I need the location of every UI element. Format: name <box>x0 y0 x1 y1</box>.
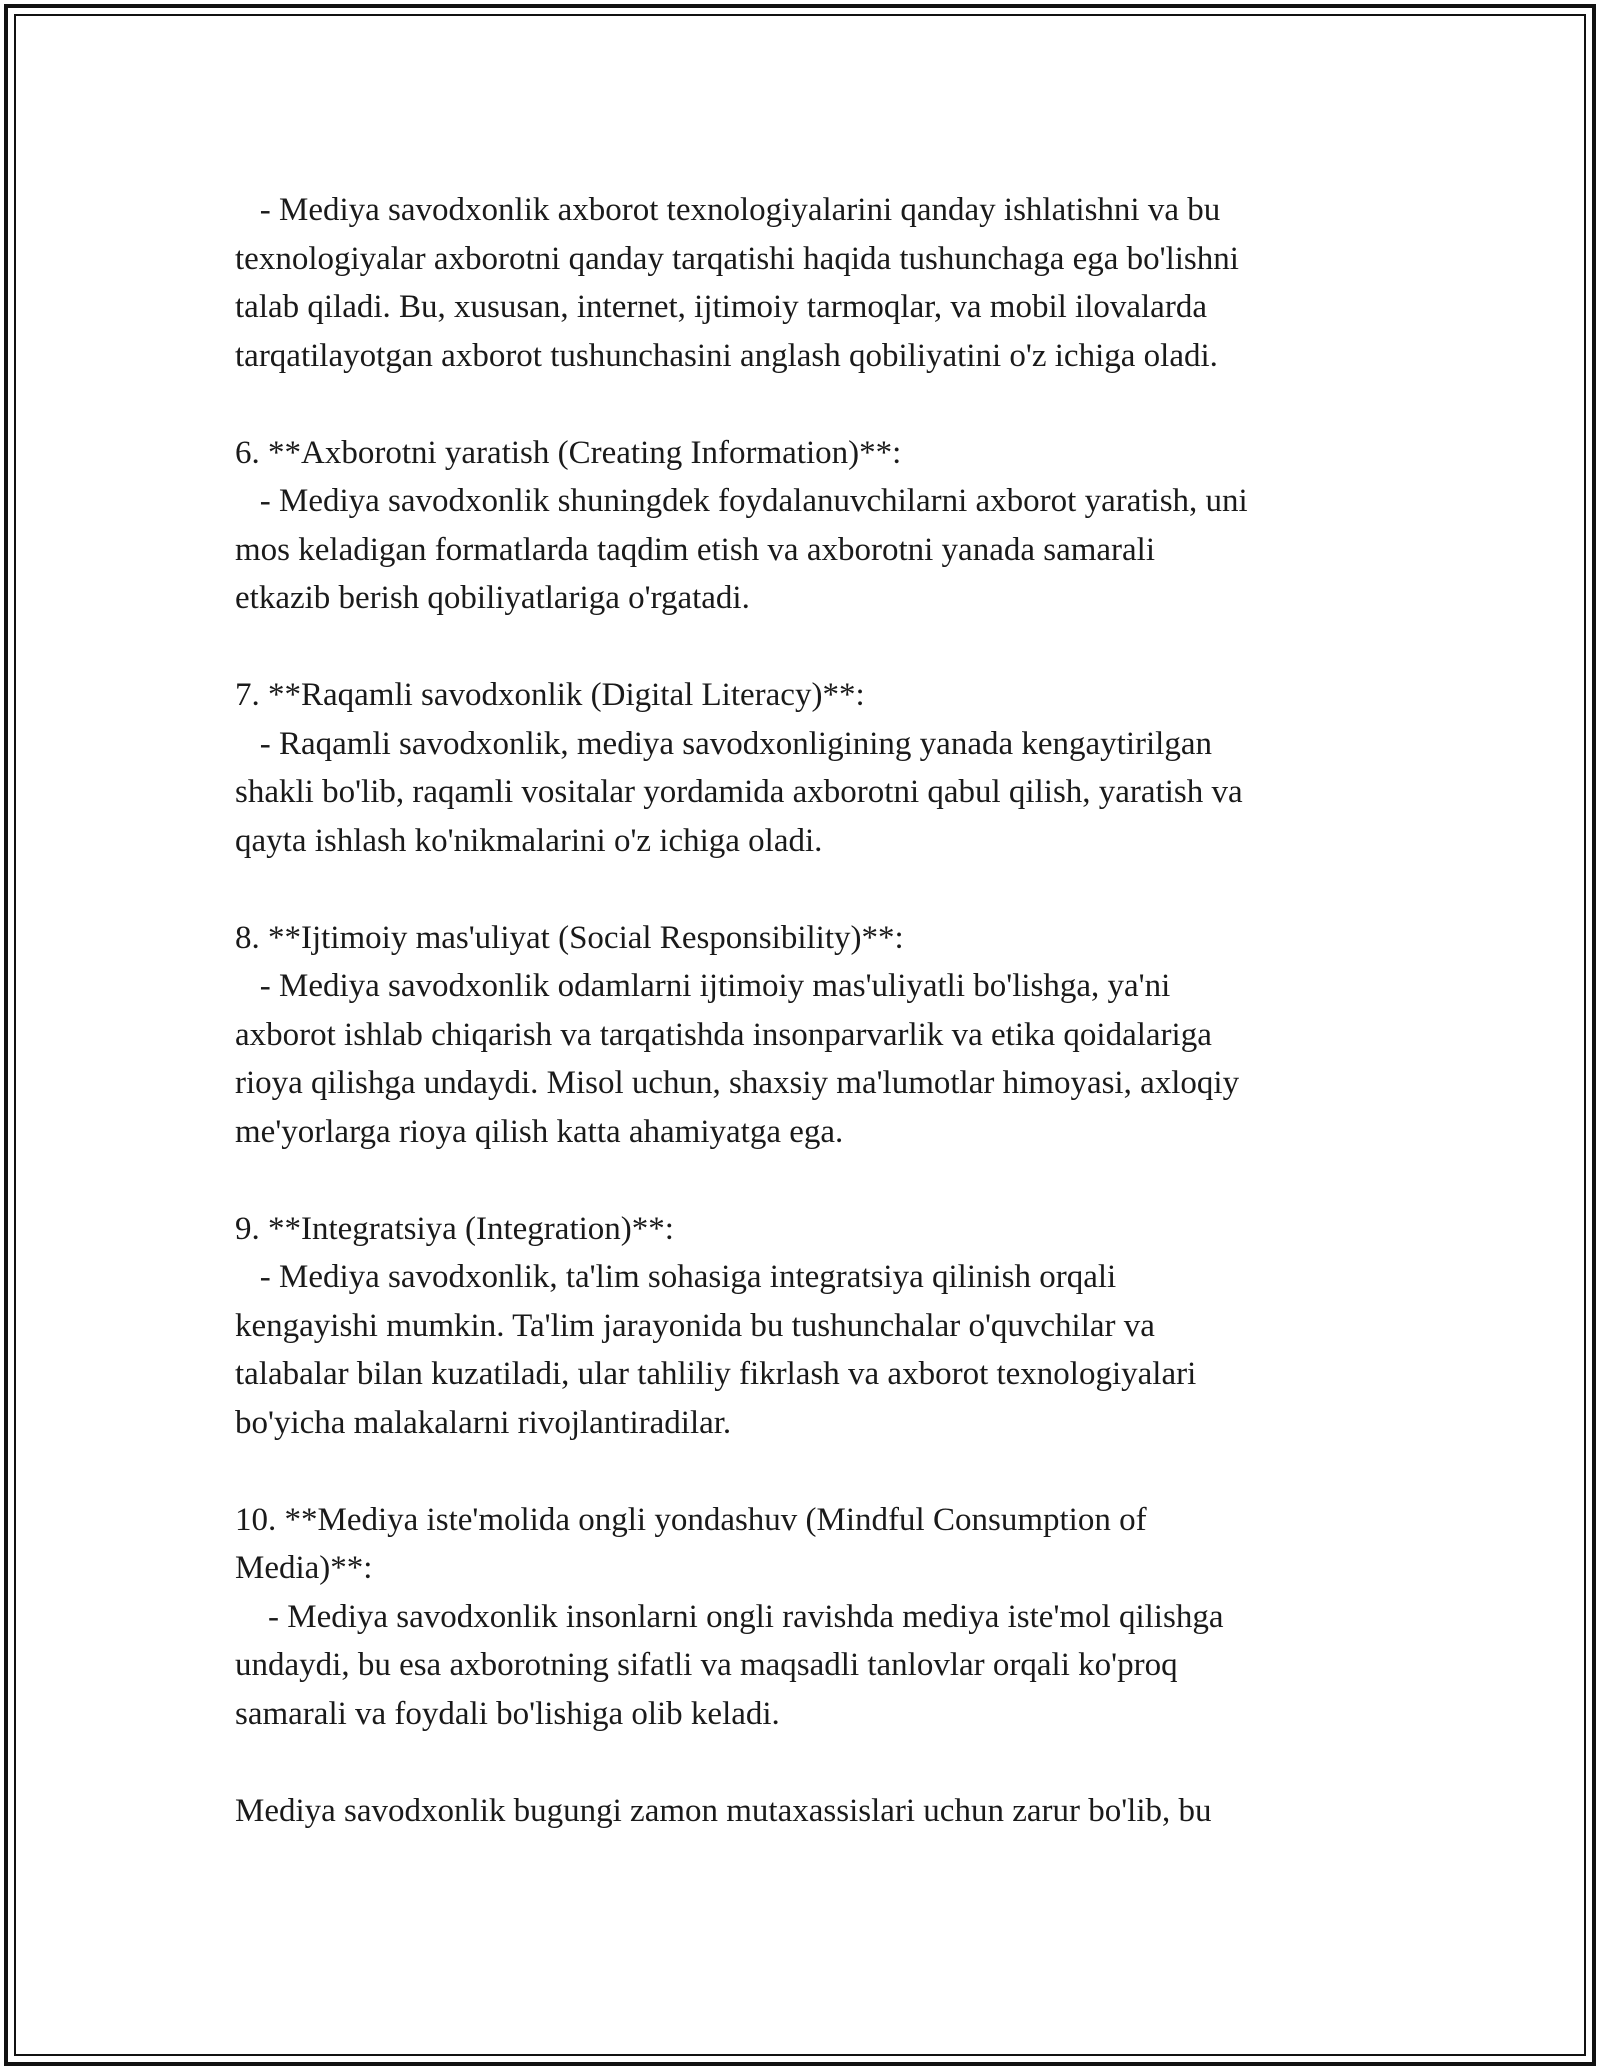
text-line: me'yorlarga rioya qilish katta ahamiyatga ega. <box>235 1113 844 1150</box>
paragraph-gap <box>235 623 1385 672</box>
text-line: undaydi, bu esa axborotning sifatli va maqsadli tanlovlar orqali ko'proq <box>235 1647 1178 1683</box>
text-line: talabalar bilan kuzatiladi, ular tahliliy fikrlash va axborot texnologiyalari <box>235 1356 1197 1392</box>
section-heading: 10. **Mediya iste'molida ongli yondashuv (Mindful Consumption of <box>235 1501 1147 1538</box>
text-line: qayta ishlash ko'nikmalarini o'z ichiga oladi. <box>235 822 823 859</box>
text-line: Mediya savodxonlik bugungi zamon mutaxassislari uchun zarur bo'lib, bu <box>235 1792 1212 1829</box>
paragraph-gap <box>235 1738 1385 1787</box>
section-conclusion <box>235 1787 1385 1836</box>
section-item-7 <box>235 671 1385 865</box>
text-line: talab qiladi. Bu, xususan, internet, ijtimoiy tarmoqlar, va mobil ilovalarda <box>235 289 1207 325</box>
section-intro-continuation <box>235 186 1385 380</box>
text-line: texnologiyalar axborotni qanday tarqatishi haqida tushunchaga ega bo'lishni <box>235 240 1239 277</box>
text-line: - Mediya savodxonlik odamlarni ijtimoiy mas'uliyatli bo'lishga, ya'ni <box>235 968 1171 1004</box>
text-line: etkazib berish qobiliyatlariga o'rgatadi. <box>235 580 750 616</box>
section-heading-continuation: Media)**: <box>235 1550 373 1586</box>
text-line: - Mediya savodxonlik axborot texnologiyalarini qanday ishlatishni va bu <box>235 192 1221 228</box>
section-heading: 8. **Ijtimoiy mas'uliyat (Social Responsibility)**: <box>235 919 904 956</box>
text-line: shakli bo'lib, raqamli vositalar yordamida axborotni qabul qilish, yaratish va <box>235 774 1243 810</box>
text-line: rioya qilishga undaydi. Misol uchun, shaxsiy ma'lumotlar himoyasi, axloqiy <box>235 1065 1240 1101</box>
text-line: bo'yicha malakalarni rivojlantiradilar. <box>235 1404 732 1441</box>
text-line: tarqatilayotgan axborot tushunchasini anglash qobiliyatini o'z ichiga oladi. <box>235 337 1218 374</box>
text-line: samarali va foydali bo'lishiga olib keladi. <box>235 1695 780 1732</box>
document-body <box>235 186 1385 1835</box>
section-heading: 6. **Axborotni yaratish (Creating Information)**: <box>235 434 902 471</box>
text-line: mos keladigan formatlarda taqdim etish va axborotni yanada samarali <box>235 531 1156 568</box>
section-item-9 <box>235 1205 1385 1448</box>
text-line: - Mediya savodxonlik insonlarni ongli ravishda mediya iste'mol qilishga <box>235 1598 1224 1635</box>
paragraph-gap <box>235 380 1385 429</box>
paragraph-gap <box>235 865 1385 914</box>
text-line: kengayishi mumkin. Ta'lim jarayonida bu tushunchalar o'quvchilar va <box>235 1307 1155 1344</box>
section-heading: 7. **Raqamli savodxonlik (Digital Literacy)**: <box>235 677 865 713</box>
text-line: axborot ishlab chiqarish va tarqatishda insonparvarlik va etika qoidalariga <box>235 1016 1212 1053</box>
text-line: - Raqamli savodxonlik, mediya savodxonligining yanada kengaytirilgan <box>235 725 1212 762</box>
text-line: - Mediya savodxonlik shuningdek foydalanuvchilarni axborot yaratish, uni <box>235 483 1248 519</box>
text-line: - Mediya savodxonlik, ta'lim sohasiga integratsiya qilinish orqali <box>235 1259 1117 1295</box>
section-item-10 <box>235 1496 1385 1739</box>
section-item-6 <box>235 429 1385 623</box>
section-item-8 <box>235 914 1385 1157</box>
section-heading: 9. **Integratsiya (Integration)**: <box>235 1210 674 1247</box>
paragraph-gap <box>235 1156 1385 1205</box>
paragraph-gap <box>235 1447 1385 1496</box>
